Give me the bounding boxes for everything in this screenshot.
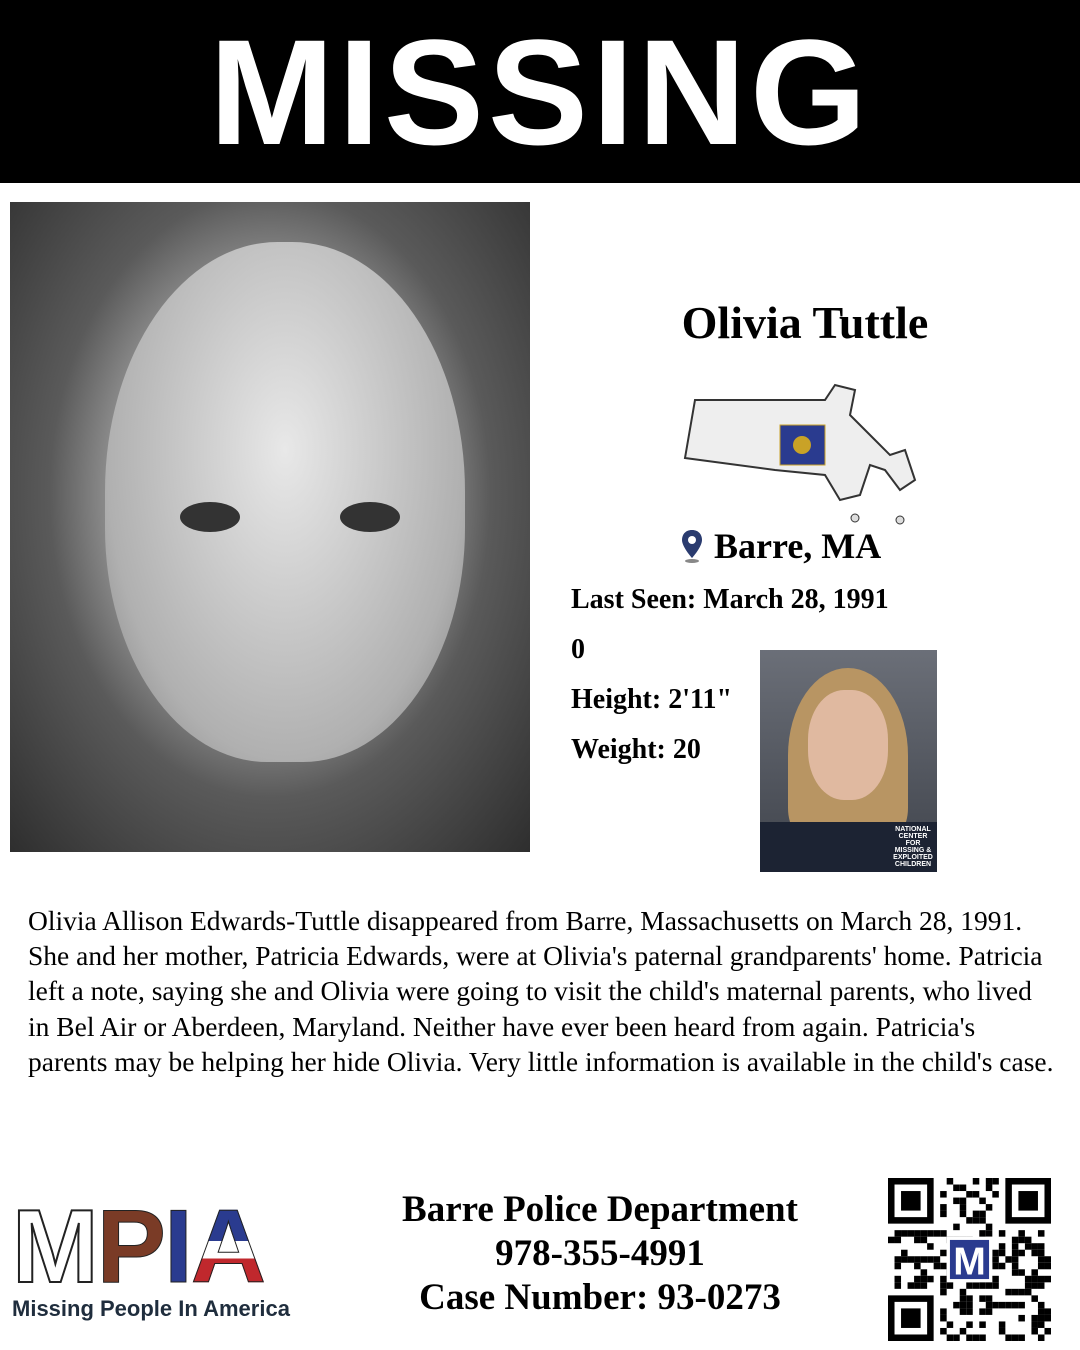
missing-banner [0,0,1080,183]
weight: Weight: 20 [571,734,701,765]
case-number: Case Number: 93-0273 [419,1277,781,1318]
eye-left [180,502,240,532]
qr-center-letter: M [953,1240,986,1284]
qr-code-icon[interactable] [888,1178,1051,1341]
age-progression-photo [760,650,937,872]
eye-right [340,502,400,532]
last-seen: Last Seen: March 28, 1991 [571,584,889,615]
massachusetts-map-icon [675,380,920,530]
logo-tagline: Missing People In America [12,1296,290,1321]
person-name: Olivia Tuttle [681,297,929,348]
child-photo [10,202,530,852]
location [680,525,881,567]
location-text: Barre, MA [714,526,882,566]
agency-name: Barre Police Department [402,1189,798,1230]
map-pin-icon [680,528,704,564]
ncmec-logo: NATIONAL CENTER FOR MISSING & EXPLOITED CHILDREN [893,826,933,868]
age: 0 [571,634,585,665]
height: Height: 2'11" [571,684,732,715]
face-shape [105,242,465,762]
banner-title: MISSING [209,7,871,176]
mpia-logo: MPIA Missing People In America [12,1198,332,1322]
agency-phone: 978-355-4991 [495,1233,705,1274]
contact-info [370,1188,830,1320]
case-description: Olivia Allison Edwards-Tuttle disappeared from Barre, Massachusetts on March 28, 1991. She and her mother, Patricia Edwards, were at Olivia's paternal grandparents' home. Patricia left a note, saying she and Olivia were going to visit the child's maternal parents, who lived in Bel Air or Aberdeen, Maryland. Neither have ever been heard from again. Patricia's parents may be helping her hide Olivia. Very little information is available in the child's case. [28,905,1054,1077]
